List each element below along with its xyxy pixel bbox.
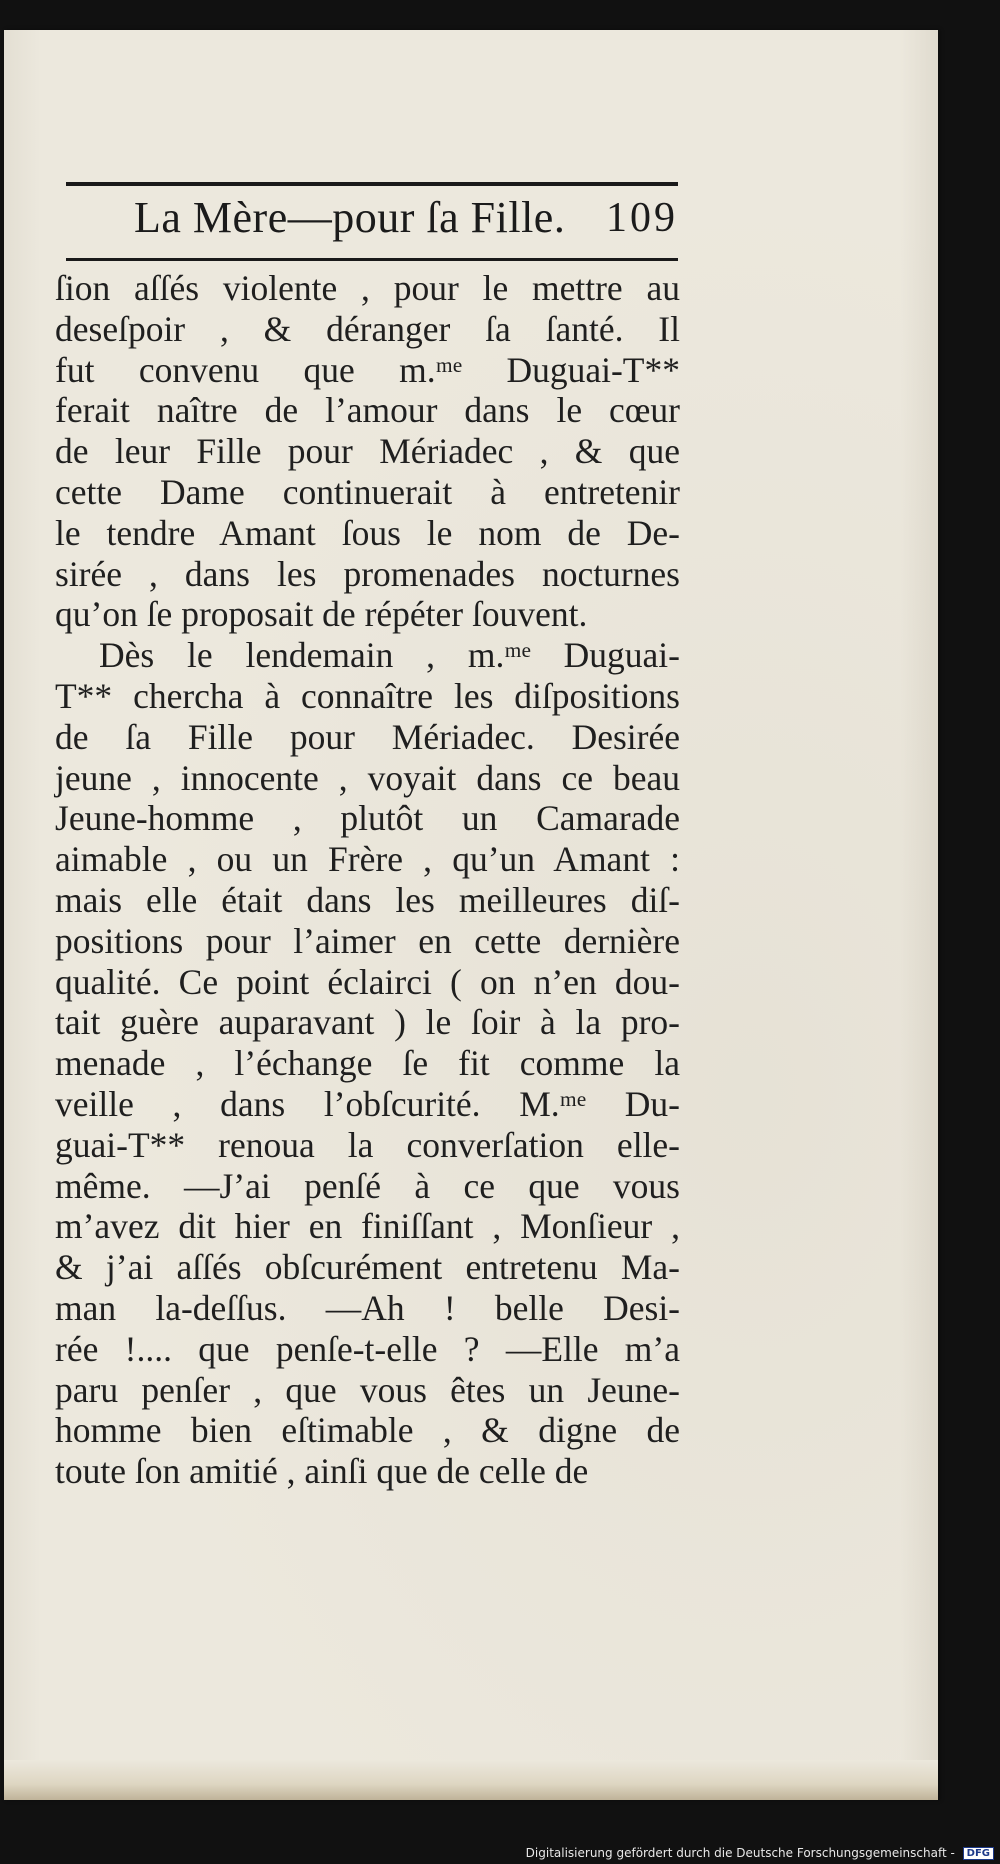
header-rule-top <box>66 182 678 186</box>
text-line: de leur Fille pour Mériadec , & que <box>55 431 680 472</box>
text-line: menade , l’échange ſe fit comme la <box>55 1043 680 1084</box>
text-line: sirée , dans les promenades nocturnes <box>55 553 680 594</box>
text-line: T** chercha à connaître les diſpositions <box>55 675 680 716</box>
text-line: & j’ai aſſés obſcurément entretenu Ma- <box>55 1247 680 1288</box>
body-text <box>55 268 680 1492</box>
text-line: toute ſon amitié , ainſi que de celle de <box>55 1451 589 1492</box>
text-line: positions pour l’aimer en cette dernière <box>55 920 680 961</box>
text-line: rée !.... que penſe-t-elle ? —Elle m’a <box>55 1328 680 1369</box>
text-line: homme bien eſtimable , & digne de <box>55 1410 680 1451</box>
running-header <box>66 190 678 252</box>
text-line: ſion aſſés violente , pour le mettre au <box>55 268 680 308</box>
dfg-logo: DFG <box>963 1847 994 1860</box>
running-title: La Mère—pour ſa Fille. <box>134 193 566 242</box>
credit-text: Digitalisierung gefördert durch die Deutsche Forschungsgemeinschaft - <box>525 1846 955 1860</box>
text-line: même. —J’ai penſé à ce que vous <box>55 1165 680 1206</box>
text-line: Jeune-homme , plutôt un Camarade <box>55 798 680 839</box>
text-line: Dès le lendemain , m.ᵐᵉ Duguai- <box>99 635 680 676</box>
text-line: paru penſer , que vous êtes un Jeune- <box>55 1369 680 1410</box>
text-line: ferait naître de l’amour dans le cœur <box>55 390 680 431</box>
text-line: m’avez dit hier en finiſſant , Monſieur , <box>55 1206 680 1247</box>
text-line: fut convenu que m.ᵐᵉ Duguai-T** <box>55 349 680 390</box>
text-line: de ſa Fille pour Mériadec. Desirée <box>55 716 680 757</box>
text-line: le tendre Amant ſous le nom de De- <box>55 512 680 553</box>
text-line: jeune , innocente , voyait dans ce beau <box>55 757 680 798</box>
text-line: cette Dame continuerait à entretenir <box>55 471 680 512</box>
digitization-credit <box>526 1846 994 1860</box>
page-number: 109 <box>606 195 678 241</box>
text-line: tait guère auparavant ) le ſoir à la pro- <box>55 1002 680 1043</box>
text-line: mais elle était dans les meilleures diſ- <box>55 879 680 920</box>
page-bottom-edge <box>4 1760 938 1800</box>
header-rule-bottom <box>66 258 678 261</box>
text-line: qualité. Ce point éclairci ( on n’en dou- <box>55 961 680 1002</box>
text-line: aimable , ou un Frère , qu’un Amant : <box>55 839 680 880</box>
text-line: veille , dans l’obſcurité. M.ᵐᵉ Du- <box>55 1083 680 1124</box>
text-line: guai-T** renoua la converſation elle- <box>55 1124 680 1165</box>
text-line: qu’on ſe proposait de répéter ſouvent. <box>55 594 588 635</box>
text-line: man la-deſſus. —Ah ! belle Desi- <box>55 1287 680 1328</box>
text-line: deseſpoir , & déranger ſa ſanté. Il <box>55 308 680 349</box>
